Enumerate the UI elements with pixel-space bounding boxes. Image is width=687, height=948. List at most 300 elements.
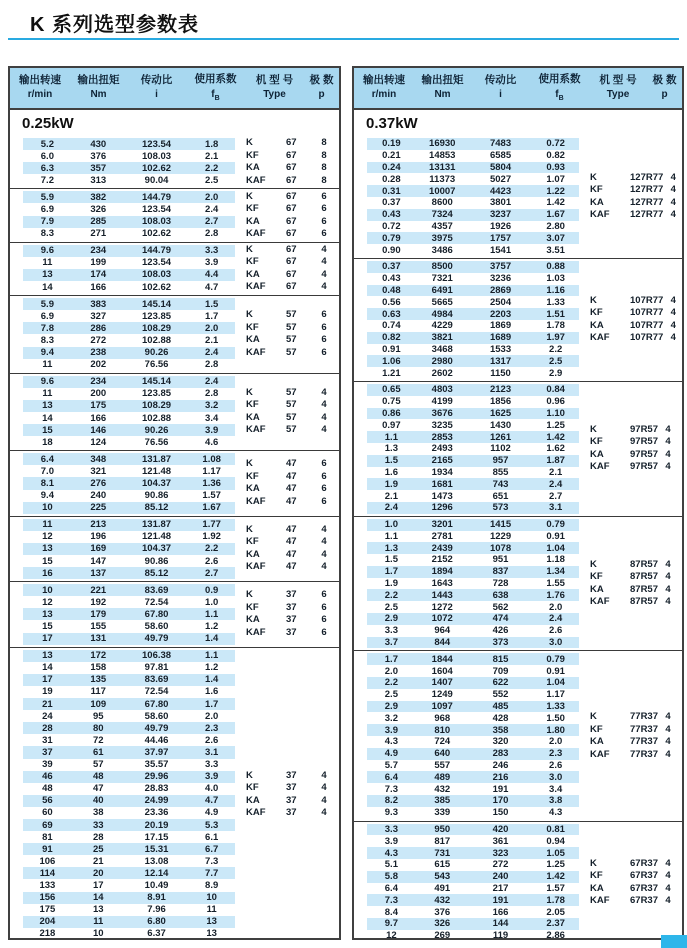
cell-output-torque: 731	[434, 847, 451, 859]
type-prefix: KA	[590, 319, 604, 331]
pole-count: 8	[321, 174, 327, 186]
cell-ratio: 72.54	[144, 596, 169, 608]
cell-output-torque: 8600	[431, 197, 453, 209]
cell-output-speed: 0.82	[382, 332, 401, 344]
parameter-group	[10, 373, 339, 451]
cell-service-factor: 1.57	[202, 490, 221, 502]
type-line	[590, 736, 677, 749]
cell-output-torque: 615	[434, 859, 451, 871]
cell-output-torque: 47	[92, 783, 104, 795]
table-row	[23, 795, 235, 807]
cell-output-speed: 0.37	[382, 197, 401, 209]
cell-output-torque: 3975	[431, 232, 453, 244]
cell-output-speed: 16	[42, 567, 53, 579]
table-row	[23, 216, 235, 228]
cell-output-torque: 192	[90, 596, 107, 608]
cell-ratio: 1229	[489, 530, 512, 542]
type-model: 97R57	[630, 436, 658, 448]
cell-ratio: 323	[492, 847, 509, 859]
type-line	[246, 424, 334, 437]
cell-output-torque: 313	[90, 174, 107, 186]
cell-output-speed: 15	[42, 424, 53, 436]
cell-service-factor: 2.3	[549, 748, 563, 760]
cell-ratio: 1757	[489, 232, 512, 244]
cell-ratio: 815	[492, 653, 509, 665]
cell-service-factor: 2.7	[549, 490, 563, 502]
table-row	[23, 567, 235, 579]
type-model: 127R77	[630, 209, 664, 221]
type-line	[590, 883, 677, 896]
col-header-output-torque: 输出扭矩 Nm	[421, 74, 464, 101]
type-prefix: K	[590, 171, 597, 183]
type-model: 97R57	[630, 423, 658, 435]
type-block	[246, 451, 334, 515]
cell-output-speed: 3.3	[384, 824, 398, 836]
table-row	[23, 465, 235, 477]
table-row	[367, 807, 579, 819]
table-row	[367, 221, 579, 233]
type-model: 127R77	[630, 196, 664, 208]
cell-output-torque: 4803	[431, 384, 453, 396]
cell-service-factor: 1.05	[546, 847, 565, 859]
pole-count: 4	[665, 423, 671, 435]
type-block	[246, 582, 334, 646]
type-model: 57	[286, 399, 297, 411]
cell-output-torque: 1097	[431, 701, 453, 713]
cell-output-speed: 0.74	[382, 320, 401, 332]
cell-output-speed: 106	[39, 855, 56, 867]
cell-service-factor: 3.07	[546, 232, 565, 244]
cell-ratio: 102.62	[142, 162, 172, 174]
pole-count: 4	[321, 243, 327, 255]
table-row	[23, 203, 235, 215]
type-line	[590, 461, 677, 474]
cell-output-torque: 272	[90, 334, 107, 346]
cell-ratio: 1261	[489, 431, 512, 443]
cell-output-speed: 1.5	[384, 455, 398, 467]
cell-output-speed: 8.1	[40, 477, 54, 489]
pole-count: 4	[665, 882, 671, 894]
cell-service-factor: 1.17	[546, 689, 565, 701]
cell-output-torque: 80	[92, 722, 104, 734]
pole-count: 4	[665, 748, 671, 760]
type-model: 37	[286, 601, 297, 613]
pole-count: 4	[670, 209, 676, 221]
cell-ratio: 320	[492, 736, 509, 748]
parameter-group	[10, 242, 339, 295]
table-row	[23, 191, 235, 203]
cell-ratio: 49.79	[144, 633, 169, 645]
pole-count: 6	[321, 309, 327, 321]
type-model: 107R77	[630, 319, 664, 331]
type-line	[590, 895, 677, 908]
pole-count: 4	[321, 782, 327, 794]
type-model: 57	[286, 334, 297, 346]
cell-ratio: 145.14	[142, 376, 172, 388]
table-row	[367, 384, 579, 396]
cell-output-speed: 9.4	[40, 347, 54, 359]
type-line	[590, 559, 677, 572]
cell-output-speed: 2.0	[384, 665, 398, 677]
table-row	[367, 795, 579, 807]
type-block	[246, 296, 334, 373]
type-prefix: K	[246, 386, 253, 398]
cell-output-torque: 137	[90, 567, 107, 579]
table-row	[23, 596, 235, 608]
cell-output-speed: 12	[42, 596, 53, 608]
cell-output-speed: 18	[42, 436, 53, 448]
pole-count: 4	[321, 281, 327, 293]
cell-service-factor: 1.51	[546, 308, 565, 320]
cell-ratio: 20.19	[144, 819, 169, 831]
cell-ratio: 67.80	[144, 698, 169, 710]
cell-service-factor: 11	[206, 904, 217, 916]
cell-output-torque: 2602	[431, 367, 453, 379]
cell-output-speed: 1.9	[384, 478, 398, 490]
pole-count: 6	[321, 215, 327, 227]
type-line	[590, 711, 677, 724]
data-rows	[23, 376, 235, 449]
cell-ratio: 83.69	[144, 674, 169, 686]
cell-output-speed: 0.21	[382, 150, 401, 162]
cell-service-factor: 1.50	[546, 712, 565, 724]
table-row	[367, 601, 579, 613]
cell-ratio: 10.49	[144, 879, 169, 891]
table-row	[367, 344, 579, 356]
type-line	[246, 137, 334, 150]
cell-ratio: 144.79	[142, 245, 172, 257]
col-header-type: 机 型 号 Type	[255, 74, 294, 101]
cell-ratio: 8.91	[147, 892, 166, 904]
cell-output-speed: 1.9	[384, 578, 398, 590]
pole-count: 4	[321, 536, 327, 548]
cell-output-torque: 3235	[431, 419, 453, 431]
type-prefix: K	[246, 137, 253, 149]
type-model: 127R77	[630, 171, 664, 183]
col-header-poles: 极 数 p	[309, 74, 334, 101]
cell-ratio: 35.57	[144, 759, 169, 771]
table-row	[367, 408, 579, 420]
cell-ratio: 2504	[489, 296, 512, 308]
type-model: 67R37	[630, 882, 658, 894]
cell-service-factor: 13	[206, 928, 217, 940]
type-prefix: KA	[246, 794, 260, 806]
cell-ratio: 1689	[489, 332, 512, 344]
type-line	[246, 770, 334, 783]
type-model: 67R37	[630, 895, 658, 907]
pole-count: 4	[321, 399, 327, 411]
col-header-output-speed: 输出转速 r/min	[363, 74, 405, 101]
table-row	[23, 376, 235, 388]
type-line	[246, 483, 334, 496]
cell-output-torque: 430	[90, 138, 107, 150]
type-line	[246, 807, 334, 820]
cell-service-factor: 2.37	[546, 918, 565, 930]
cell-service-factor: 1.8	[205, 138, 219, 150]
cell-ratio: 104.37	[142, 477, 172, 489]
cell-output-speed: 5.9	[40, 298, 54, 310]
cell-output-speed: 48	[42, 783, 53, 795]
parameter-group	[10, 581, 339, 646]
type-prefix: KF	[246, 782, 259, 794]
pole-count: 4	[321, 561, 327, 573]
cell-service-factor: 2.1	[549, 466, 563, 478]
pole-count: 4	[321, 411, 327, 423]
type-block	[246, 189, 334, 241]
table-row	[367, 783, 579, 795]
data-rows	[367, 653, 579, 818]
table-row	[367, 724, 579, 736]
type-model: 67	[286, 281, 297, 293]
cell-service-factor: 1.33	[546, 296, 565, 308]
type-block	[246, 517, 334, 581]
type-prefix: KF	[246, 256, 259, 268]
type-line	[246, 627, 334, 640]
cell-output-torque: 174	[90, 269, 107, 281]
cell-output-torque: 4984	[431, 308, 453, 320]
cell-service-factor: 0.96	[546, 396, 565, 408]
type-model: 67	[286, 215, 297, 227]
cell-ratio: 83.69	[144, 584, 169, 596]
type-prefix: KA	[246, 162, 260, 174]
cell-service-factor: 0.84	[546, 384, 565, 396]
cell-output-torque: 17	[92, 879, 104, 891]
cell-output-speed: 14	[42, 412, 53, 424]
cell-output-speed: 0.31	[382, 185, 401, 197]
table-row	[23, 322, 235, 334]
table-row	[367, 701, 579, 713]
cell-output-torque: 817	[434, 835, 451, 847]
cell-output-torque: 326	[434, 918, 451, 930]
table-row	[367, 859, 579, 871]
cell-output-torque: 2853	[431, 431, 453, 443]
cell-service-factor: 1.78	[546, 894, 565, 906]
cell-service-factor: 3.0	[549, 637, 563, 649]
cell-service-factor: 1.42	[546, 871, 565, 883]
cell-output-speed: 13	[42, 608, 53, 620]
type-prefix: KAF	[590, 895, 610, 907]
cell-service-factor: 1.77	[202, 519, 221, 531]
type-block	[590, 136, 677, 258]
type-line	[246, 589, 334, 602]
cell-service-factor: 2.05	[546, 906, 565, 918]
pole-count: 6	[321, 626, 327, 638]
cell-output-torque: 20	[92, 867, 104, 879]
cell-service-factor: 2.2	[205, 162, 219, 174]
cell-service-factor: 4.3	[549, 807, 563, 819]
cell-output-torque: 2980	[431, 355, 453, 367]
table-row	[367, 431, 579, 443]
table-row	[23, 771, 235, 783]
cell-output-speed: 8.3	[40, 228, 54, 240]
cell-output-speed: 91	[42, 843, 53, 855]
table-row	[367, 566, 579, 578]
cell-service-factor: 2.0	[205, 710, 219, 722]
table-row	[23, 436, 235, 448]
table-row	[367, 653, 579, 665]
table-row	[23, 722, 235, 734]
data-rows	[23, 298, 235, 371]
cell-service-factor: 2.4	[205, 376, 219, 388]
table-row	[23, 633, 235, 645]
table-row	[367, 519, 579, 531]
table-row	[23, 843, 235, 855]
cell-output-torque: 179	[90, 608, 107, 620]
cell-output-speed: 19	[42, 686, 53, 698]
cell-ratio: 709	[492, 665, 509, 677]
type-prefix: KA	[246, 614, 260, 626]
cell-output-torque: 109	[90, 698, 107, 710]
cell-ratio: 123.54	[142, 138, 172, 150]
pole-count: 6	[321, 614, 327, 626]
cell-output-speed: 0.79	[382, 232, 401, 244]
cell-ratio: 123.85	[142, 310, 172, 322]
type-block	[590, 382, 677, 516]
pole-count: 4	[665, 583, 671, 595]
cell-output-speed: 60	[42, 807, 53, 819]
cell-service-factor: 0.94	[546, 835, 565, 847]
cell-ratio: 217	[492, 883, 509, 894]
cell-ratio: 49.79	[144, 722, 169, 734]
cell-service-factor: 1.7	[205, 310, 219, 322]
cell-output-speed: 0.91	[382, 343, 401, 355]
type-line	[246, 244, 334, 257]
cell-output-speed: 7.8	[40, 322, 54, 334]
table-row	[23, 867, 235, 879]
cell-output-torque: 491	[434, 883, 451, 894]
type-model: 37	[286, 807, 297, 819]
table-row	[367, 320, 579, 332]
cell-service-factor: 3.0	[549, 771, 563, 783]
cell-service-factor: 4.9	[205, 807, 219, 819]
parameter-group	[10, 450, 339, 515]
cell-output-torque: 199	[90, 257, 107, 269]
type-line	[246, 309, 334, 322]
cell-output-torque: 146	[90, 424, 107, 436]
table-row	[23, 310, 235, 322]
pole-count: 8	[321, 162, 327, 174]
data-rows	[23, 584, 235, 644]
table-row	[367, 244, 579, 256]
cell-service-factor: 2.4	[549, 478, 563, 490]
type-model: 47	[286, 523, 297, 535]
type-line	[246, 228, 334, 241]
cell-service-factor: 1.55	[546, 578, 565, 590]
type-line	[246, 471, 334, 484]
cell-ratio: 552	[492, 689, 509, 701]
cell-output-speed: 8.3	[40, 334, 54, 346]
col-header-poles: 极 数 p	[652, 74, 677, 101]
type-prefix: KF	[246, 203, 259, 215]
type-line	[590, 295, 677, 308]
table-row	[367, 906, 579, 918]
cell-ratio: 166	[492, 906, 509, 918]
cell-output-torque: 10	[92, 928, 104, 940]
cell-ratio: 191	[492, 894, 509, 906]
cell-output-speed: 3.9	[384, 724, 398, 736]
type-line	[246, 216, 334, 229]
cell-output-speed: 0.43	[382, 209, 401, 221]
cell-output-torque: 810	[434, 724, 451, 736]
cell-service-factor: 2.1	[205, 334, 219, 346]
cell-output-speed: 1.1	[384, 530, 398, 542]
cell-service-factor: 2.2	[205, 543, 219, 555]
table-row	[23, 412, 235, 424]
type-line	[246, 458, 334, 471]
type-model: 47	[286, 548, 297, 560]
table-row	[23, 531, 235, 543]
table-row	[367, 871, 579, 883]
cell-output-torque: 196	[90, 531, 107, 543]
cell-ratio: 90.86	[144, 555, 169, 567]
table-row	[23, 662, 235, 674]
cell-output-torque: 3201	[431, 519, 453, 531]
cell-service-factor: 2.0	[549, 736, 563, 748]
cell-ratio: 428	[492, 712, 509, 724]
type-prefix: KAF	[246, 346, 266, 358]
cell-service-factor: 3.9	[205, 771, 219, 783]
cell-ratio: 1102	[490, 443, 511, 455]
cell-output-torque: 1894	[431, 566, 453, 578]
pole-count: 4	[665, 857, 671, 869]
cell-output-torque: 271	[90, 228, 107, 240]
cell-service-factor: 4.6	[205, 436, 219, 448]
cell-output-speed: 0.24	[382, 161, 401, 173]
cell-output-speed: 5.1	[384, 859, 398, 871]
table-row	[367, 150, 579, 162]
cell-output-speed: 9.4	[40, 490, 54, 502]
type-model: 47	[286, 495, 297, 507]
cell-output-torque: 950	[434, 824, 451, 836]
cell-service-factor: 1.10	[546, 407, 565, 419]
cell-service-factor: 2.4	[205, 204, 219, 216]
cell-output-speed: 204	[39, 916, 56, 928]
cell-ratio: 7.96	[147, 904, 166, 916]
table-row	[23, 855, 235, 867]
cell-ratio: 272	[492, 859, 509, 871]
type-prefix: KA	[246, 215, 260, 227]
table-row	[367, 502, 579, 514]
cell-output-speed: 6.4	[40, 453, 54, 465]
cell-output-speed: 8.4	[384, 906, 398, 918]
cell-output-speed: 1.7	[384, 566, 398, 578]
cell-output-torque: 16930	[429, 138, 456, 150]
cell-output-speed: 0.72	[382, 220, 401, 232]
cell-output-torque: 1072	[431, 613, 453, 625]
cell-ratio: 170	[492, 795, 509, 807]
cell-service-factor: 3.3	[205, 759, 219, 771]
pole-count: 4	[665, 870, 671, 882]
pole-count: 6	[321, 321, 327, 333]
table-row	[23, 150, 235, 162]
type-block	[590, 651, 677, 820]
cell-output-speed: 1.06	[382, 355, 401, 367]
type-line	[246, 561, 334, 574]
type-block	[590, 822, 677, 944]
table-row	[23, 674, 235, 686]
table-row	[367, 162, 579, 174]
cell-ratio: 4423	[489, 185, 512, 197]
type-prefix: KA	[246, 548, 260, 560]
col-header-service-factor: 使用系数 $f_B$	[538, 73, 581, 102]
cell-output-speed: 46	[42, 771, 53, 783]
table-row	[23, 388, 235, 400]
table-row	[23, 228, 235, 240]
cell-service-factor: 3.2	[205, 400, 219, 412]
cell-output-torque: 72	[92, 734, 104, 746]
cell-output-speed: 24	[42, 710, 53, 722]
table-row	[367, 736, 579, 748]
